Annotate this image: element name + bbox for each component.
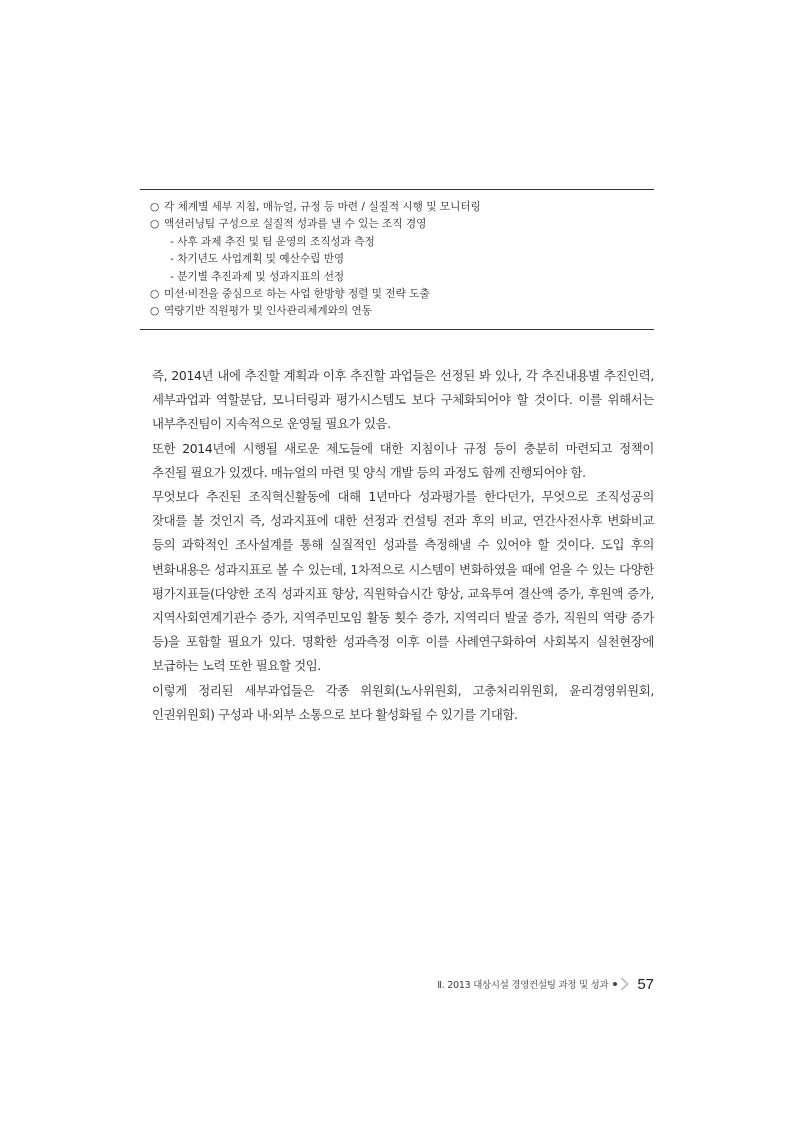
- paragraph-4: 이렇게 정리된 세부과업들은 각종 위원회(노사위원회, 고충처리위원회, 윤리경영위원회, 인권위원회) 구성과 내·외부 소통으로 보다 활성화될 수 있기를 기대함.: [152, 682, 654, 722]
- circle-bullet-icon: ○: [150, 288, 160, 301]
- box-item-1: [140, 199, 654, 216]
- page-number: 57: [637, 975, 654, 993]
- chevron-right-icon: [619, 977, 631, 991]
- box-item-2: [140, 216, 654, 233]
- box-item-text: 미션·비전을 중심으로 하는 사업 한방향 정렬 및 전략 도출: [164, 288, 430, 301]
- box-item-text: 각 체계별 세부 지침, 매뉴얼, 규정 등 마련 / 실질적 시행 및 모니터링: [164, 201, 481, 213]
- body-text: [140, 364, 654, 727]
- paragraph-3: 무엇보다 추진된 조직혁신활동에 대해 1년마다 성과평가를 한다던가, 무엇으로 조직성공의 잣대를 볼 것인지 즉, 성과지표에 대한 선정과 컨설팅 전과 후의 비교, 연간사전사후 변화비교 등의 과학적인 조사설계를 통해 실질적인 성과를 측정해낼 수 있어야 할 것이다. 도입 후의 변화내용은 성과지표로 볼 수 있는데, 1차적으로 시스템이 변화하였을 때에 얻을 수 있는 다양한 평가지표들(다양한 조직 성과지표 향상, 직원학습시간 향상, 교육투여 결산액 증가, 후원액 증가, 지역사회연계기관수 증가, 지역주민모임 활동 횟수 증가, 지역리더 발굴 증가, 직원의 역량 증가 등)을 포함할 필요가 있다. 명확한 성과측정 이후 이를 사례연구화하여 사회복지 실천현장에 보급하는 노력 또한 필요할 것임.: [152, 489, 654, 674]
- circle-bullet-icon: ○: [150, 201, 160, 213]
- page-footer: [380, 974, 654, 994]
- circle-bullet-icon: ○: [150, 305, 160, 318]
- box-subitem-1: - 사후 과제 추진 및 팀 운영의 조직성과 측정: [170, 235, 375, 248]
- box-subitem-2: - 차기년도 사업계획 및 예산수립 반영: [170, 253, 345, 266]
- dot-icon: [613, 982, 617, 986]
- paragraph-1: 즉, 2014년 내에 추진할 계획과 이후 추진할 과업들은 선정된 봐 있나, 각 추진내용별 추진인력, 세부과업과 역할분담, 모니터링과 평가시스템도 보다 구체화되어야 할 것이다. 이를 위해서는 내부추진팀이 지속적으로 운영될 필요가 있음.: [152, 368, 654, 432]
- circle-bullet-icon: ○: [150, 218, 160, 231]
- chapter-title: Ⅱ. 2013 대상시설 경영컨설팅 과정 및 성과: [437, 980, 609, 991]
- box-item-4: [140, 303, 654, 320]
- paragraph-2: 또한 2014년에 시행될 새로운 제도들에 대한 지침이나 규정 등이 충분히 마련되고 정책이 추진될 필요가 있겠다. 매뉴얼의 마련 및 양식 개발 등의 과정도 함께 진행되어야 함.: [152, 440, 654, 480]
- box-subitem-3: - 분기별 추진과제 및 성과지표의 선정: [170, 270, 345, 283]
- box-item-3: [140, 286, 654, 303]
- box-item-text: 역량기반 직원평가 및 인사관리체계와의 연동: [164, 305, 372, 318]
- box-item-text: 액션러닝팀 구성으로 실질적 성과를 낼 수 있는 조직 경영: [164, 218, 427, 231]
- summary-box: [140, 189, 654, 330]
